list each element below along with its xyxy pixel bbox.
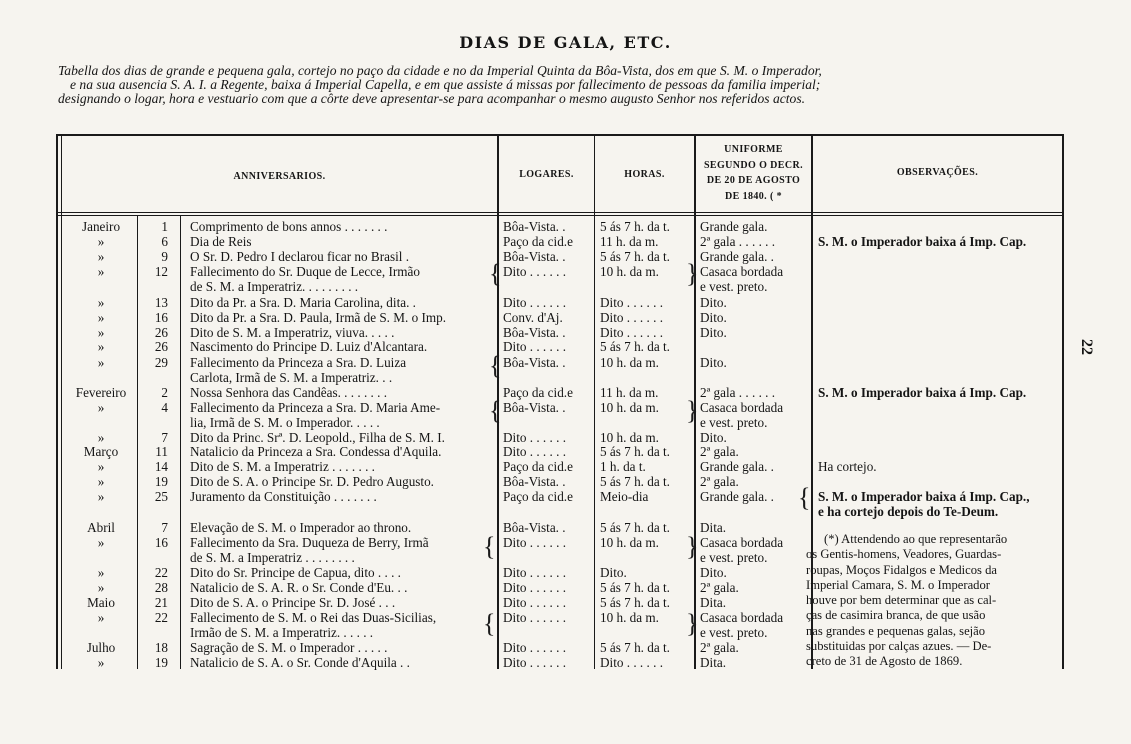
row-hour: 10 h. da m. [600, 430, 659, 445]
row-hour: 10 h. da m. [600, 535, 659, 550]
row-event: O Sr. D. Pedro I declarou ficar no Brasil . [190, 249, 410, 264]
row-day: 22 [154, 565, 168, 580]
row-month: » [97, 234, 105, 249]
row-day: 22 [154, 610, 168, 625]
intro-line: designando o logar, hora e vestuario com que a côrte deve apresentar-se para acompanhar o mesmo augusto Senhor nos referidos actos. [58, 91, 806, 106]
row-day: 16 [154, 535, 168, 550]
row-uniform: Grande gala. . [700, 459, 774, 474]
header-uniform-line: DE 20 DE AGOSTO [706, 175, 801, 186]
row-hour: 1 h. da t. [600, 459, 646, 474]
row-hour: 5 ás 7 h. da t. [600, 474, 670, 489]
brace-mark: { [483, 609, 496, 638]
row-place: Bôa-Vista. . [503, 474, 566, 489]
row-month: » [97, 430, 105, 445]
row-place: Dito . . . . . . [503, 295, 567, 310]
row-event: Carlota, Irmã de S. M. a Imperatriz. . . [190, 370, 393, 385]
row-month: » [97, 295, 105, 310]
table-row [0, 489, 1131, 504]
row-hour: Dito . . . . . . [600, 655, 664, 670]
row-place: Dito . . . . . . [503, 655, 567, 670]
footnote-line: roupas, Moços Fidalgos e Medicos da [806, 562, 997, 577]
header-bottom-rule-2 [56, 215, 1064, 216]
row-hour: 11 h. da m. [600, 234, 659, 249]
row-uniform: Dita. [700, 520, 727, 535]
row-month: Fevereiro [75, 385, 127, 400]
row-day: 16 [154, 310, 168, 325]
row-event: Irmão de S. M. a Imperatriz. . . . . . [190, 625, 374, 640]
table-row [0, 444, 1131, 459]
table-row [0, 234, 1131, 249]
row-uniform: Casaca bordada [700, 264, 784, 279]
row-place: Dito . . . . . . [503, 535, 567, 550]
row-month: Janeiro [81, 219, 121, 234]
row-uniform: 2ª gala . . . . . . [700, 234, 776, 249]
row-day: 6 [161, 234, 168, 249]
row-month: » [97, 565, 105, 580]
table-row [0, 430, 1131, 445]
table-row [0, 310, 1131, 325]
row-month: » [97, 459, 105, 474]
footnote-line: Imperial Camara, S. M. o Imperador [806, 577, 990, 592]
brace-mark: } [686, 259, 699, 288]
brace-mark: } [686, 396, 699, 425]
row-month: » [97, 474, 105, 489]
row-hour: 5 ás 7 h. da t. [600, 219, 670, 234]
table-row [0, 339, 1131, 354]
row-uniform: Grande gala. [700, 219, 768, 234]
header-observations: OBSERVAÇÕES. [896, 167, 979, 178]
row-uniform: 2ª gala . . . . . . [700, 385, 776, 400]
row-uniform: Dita. [700, 595, 727, 610]
row-month: » [97, 400, 105, 415]
row-day: 14 [154, 459, 168, 474]
row-place: Dito . . . . . . [503, 339, 567, 354]
row-day: 29 [154, 355, 168, 370]
row-month: » [97, 339, 105, 354]
row-uniform: Casaca bordada [700, 400, 784, 415]
row-hour: Dito . . . . . . [600, 295, 664, 310]
table-row [0, 400, 1131, 415]
row-event: de S. M. a Imperatriz. . . . . . . . . [190, 279, 359, 294]
row-uniform: Dito. [700, 310, 727, 325]
row-hour: 11 h. da m. [600, 385, 659, 400]
row-day: 13 [154, 295, 168, 310]
row-uniform: Dito. [700, 325, 727, 340]
row-uniform: Dito. [700, 565, 727, 580]
row-hour: 5 ás 7 h. da t. [600, 580, 670, 595]
table-row [0, 355, 1131, 370]
row-place: Bôa-Vista. . [503, 520, 566, 535]
row-uniform: Dita. [700, 655, 727, 670]
row-uniform: Casaca bordada [700, 535, 784, 550]
row-event: Dito da Princ. Srª. D. Leopold., Filha de S. M. I. [190, 430, 445, 445]
row-event: Sagração de S. M. o Imperador . . . . . [190, 640, 388, 655]
row-observation: S. M. o Imperador baixa á Imp. Cap. [818, 385, 1027, 400]
row-uniform: e vest. preto. [700, 279, 768, 294]
table-row [0, 279, 1131, 294]
row-day: 21 [154, 595, 168, 610]
row-place: Dito . . . . . . [503, 430, 567, 445]
footnote-line: ças de casimira branca, de que usão [806, 608, 986, 623]
row-place: Paço da cid.e [503, 234, 573, 249]
footnote-line: houve por bem determinar que as cal- [806, 593, 997, 608]
table-row [0, 249, 1131, 264]
table-row [0, 385, 1131, 400]
row-event: Fallecimento da Princeza a Sra. D. Luiza [190, 355, 407, 370]
row-day: 11 [155, 444, 168, 459]
header-bottom-rule [56, 212, 1064, 213]
row-hour: 5 ás 7 h. da t. [600, 520, 670, 535]
row-month: » [97, 249, 105, 264]
table-row [0, 325, 1131, 340]
row-observation: e ha cortejo depois do Te-Deum. [818, 504, 999, 519]
row-hour: 10 h. da m. [600, 400, 659, 415]
row-event: Elevação de S. M. o Imperador ao throno. [190, 520, 412, 535]
row-uniform: 2ª gala. [700, 640, 739, 655]
table-row [0, 504, 1131, 519]
row-place: Paço da cid.e [503, 459, 573, 474]
row-place: Dito . . . . . . [503, 595, 567, 610]
row-place: Dito . . . . . . [503, 580, 567, 595]
row-place: Dito . . . . . . [503, 565, 567, 580]
row-uniform: Grande gala. . [700, 249, 774, 264]
brace-mark: { [483, 532, 496, 561]
row-month: » [97, 610, 105, 625]
row-uniform: Dito. [700, 430, 727, 445]
row-month: » [97, 310, 105, 325]
row-day: 12 [154, 264, 168, 279]
row-event: lia, Irmã de S. M. o Imperador. . . . . [190, 415, 380, 430]
row-day: 26 [154, 325, 168, 340]
row-place: Conv. d'Aj. [503, 310, 563, 325]
row-event: Dito de S. M. a Imperatriz, viuva. . . . . [190, 325, 395, 340]
row-event: Natalicio de S. A. R. o Sr. Conde d'Eu. . . [190, 580, 408, 595]
row-place: Bôa-Vista. . [503, 219, 566, 234]
table-row [0, 264, 1131, 279]
row-event: Dito da Pr. a Sra. D. Maria Carolina, dita. . [190, 295, 416, 310]
page-number: 22 [1078, 339, 1095, 355]
row-month: » [97, 655, 105, 670]
row-event: Nascimento do Principe D. Luiz d'Alcantara. [190, 339, 428, 354]
row-uniform: Grande gala. . [700, 489, 774, 504]
row-event: Fallecimento do Sr. Duque de Lecce, Irmão [190, 264, 420, 279]
intro-paragraph [58, 64, 1103, 106]
table-row [0, 459, 1131, 474]
row-uniform: Dito. [700, 295, 727, 310]
row-uniform: Casaca bordada [700, 610, 784, 625]
row-month: Abril [87, 520, 115, 535]
row-month: Março [83, 444, 119, 459]
row-day: 4 [161, 400, 168, 415]
row-month: » [97, 580, 105, 595]
header-places: LOGARES. [519, 169, 574, 180]
row-event: Dia de Reis [190, 234, 252, 249]
row-day: 1 [161, 219, 168, 234]
row-event: Dito do Sr. Principe de Capua, dito . . . . [190, 565, 401, 580]
row-event: Nossa Senhora das Candêas. . . . . . . . [190, 385, 388, 400]
row-hour: 10 h. da m. [600, 610, 659, 625]
row-event: Dito de S. A. o Principe Sr. D. Pedro Augusto. [190, 474, 434, 489]
row-hour: 5 ás 7 h. da t. [600, 249, 670, 264]
row-day: 19 [154, 474, 168, 489]
row-event: Fallecimento de S. M. o Rei das Duas-Sicilias, [190, 610, 437, 625]
row-observation: Ha cortejo. [818, 459, 877, 474]
footnote-line: nas grandes e pequenas galas, sejão [806, 623, 986, 638]
row-event: Juramento da Constituição . . . . . . . [190, 489, 377, 504]
row-day: 2 [161, 385, 168, 400]
header-uniform-line: UNIFORME [724, 144, 783, 155]
brace-mark: { [489, 396, 502, 425]
row-event: de S. M. a Imperatriz . . . . . . . . [190, 550, 355, 565]
row-day: 7 [161, 520, 168, 535]
row-uniform: 2ª gala. [700, 474, 739, 489]
row-hour: Dito . . . . . . [600, 310, 664, 325]
row-observation: S. M. o Imperador baixa á Imp. Cap., [818, 489, 1030, 504]
table-row [0, 370, 1131, 385]
row-month: » [97, 535, 105, 550]
row-day: 19 [154, 655, 168, 670]
row-place: Bôa-Vista. . [503, 325, 566, 340]
row-event: Dito da Pr. a Sra. D. Paula, Irmã de S. M. o Imp. [190, 310, 447, 325]
row-place: Dito . . . . . . [503, 610, 567, 625]
row-place: Bôa-Vista. . [503, 400, 566, 415]
row-hour: Meio-dia [600, 489, 649, 504]
row-place: Dito . . . . . . [503, 444, 567, 459]
row-event: Comprimento de bons annos . . . . . . . [190, 219, 388, 234]
footnote-line: os Gentis-homens, Veadores, Guardas- [806, 547, 1002, 562]
intro-line: e na sua ausencia S. A. I. a Regente, baixa á Imperial Capella, e em que assiste á missas por fallecimento de pessoas da familia imperial; [70, 77, 821, 92]
row-place: Dito . . . . . . [503, 264, 567, 279]
table-row [0, 415, 1131, 430]
page-title: DIAS DE GALA, ETC. [459, 33, 672, 52]
footnote-line: creto de 31 de Agosto de 1869. [806, 654, 963, 669]
row-hour: Dito. [600, 565, 627, 580]
row-uniform: 2ª gala. [700, 580, 739, 595]
row-event: Dito de S. M. a Imperatriz . . . . . . . [190, 459, 375, 474]
row-event: Fallecimento da Sra. Duqueza de Berry, Irmã [190, 535, 429, 550]
row-uniform: e vest. preto. [700, 550, 768, 565]
row-place: Dito . . . . . . [503, 640, 567, 655]
brace-mark: { [489, 259, 502, 288]
row-month: » [97, 325, 105, 340]
brace-mark: { [798, 483, 811, 512]
row-uniform: e vest. preto. [700, 625, 768, 640]
row-month: Maio [87, 595, 115, 610]
row-day: 18 [154, 640, 168, 655]
table-top-rule [56, 134, 1064, 136]
row-hour: 10 h. da m. [600, 355, 659, 370]
row-hour: 5 ás 7 h. da t. [600, 640, 670, 655]
row-day: 26 [154, 339, 168, 354]
row-place: Paço da cid.e [503, 489, 573, 504]
row-month: » [97, 355, 105, 370]
row-place: Paço da cid.e [503, 385, 573, 400]
row-uniform: 2ª gala. [700, 444, 739, 459]
row-event: Fallecimento da Princeza a Sra. D. Maria Ame- [190, 400, 441, 415]
row-month: » [97, 264, 105, 279]
row-hour: 5 ás 7 h. da t. [600, 595, 670, 610]
row-day: 7 [161, 430, 168, 445]
row-month: Julho [86, 640, 116, 655]
header-uniform-line: DE 1840. ( * [724, 190, 783, 202]
header-anniversaries: ANNIVERSARIOS. [233, 171, 326, 182]
row-observation: S. M. o Imperador baixa á Imp. Cap. [818, 234, 1027, 249]
header-uniform [696, 142, 811, 204]
footnote [806, 532, 1058, 670]
row-place: Bôa-Vista. . [503, 355, 566, 370]
row-event: Natalicio de S. A. o Sr. Conde d'Aquila . . [190, 655, 410, 670]
table-row [0, 219, 1131, 234]
header-hours: HORAS. [624, 169, 665, 180]
row-uniform: Dito. [700, 355, 727, 370]
row-hour: Dito . . . . . . [600, 325, 664, 340]
table-row [0, 474, 1131, 489]
footnote-line: (*) Attendendo ao que representarão [824, 532, 1008, 546]
row-place: Bôa-Vista. . [503, 249, 566, 264]
row-hour: 10 h. da m. [600, 264, 659, 279]
brace-mark: { [489, 351, 502, 380]
row-hour: 5 ás 7 h. da t. [600, 339, 670, 354]
row-month: » [97, 489, 105, 504]
header-uniform-line: SEGUNDO O DECR. [703, 159, 804, 171]
row-uniform: e vest. preto. [700, 415, 768, 430]
intro-line: Tabella dos dias de grande e pequena gala, cortejo no paço da cidade e no da Imperial Quinta da Bôa-Vista, dos em que S. M. o Imperador, [58, 63, 822, 78]
row-day: 9 [161, 249, 168, 264]
row-event: Dito de S. A. o Principe Sr. D. José . . . [190, 595, 396, 610]
footnote-line: substituidas por calças azues. — De- [806, 639, 992, 654]
row-hour: 5 ás 7 h. da t. [600, 444, 670, 459]
row-day: 28 [154, 580, 168, 595]
brace-mark: } [686, 609, 699, 638]
row-day: 25 [154, 489, 168, 504]
row-event: Natalicio da Princeza a Sra. Condessa d'Aquila. [190, 444, 442, 459]
table-row [0, 295, 1131, 310]
brace-mark: } [686, 532, 699, 561]
